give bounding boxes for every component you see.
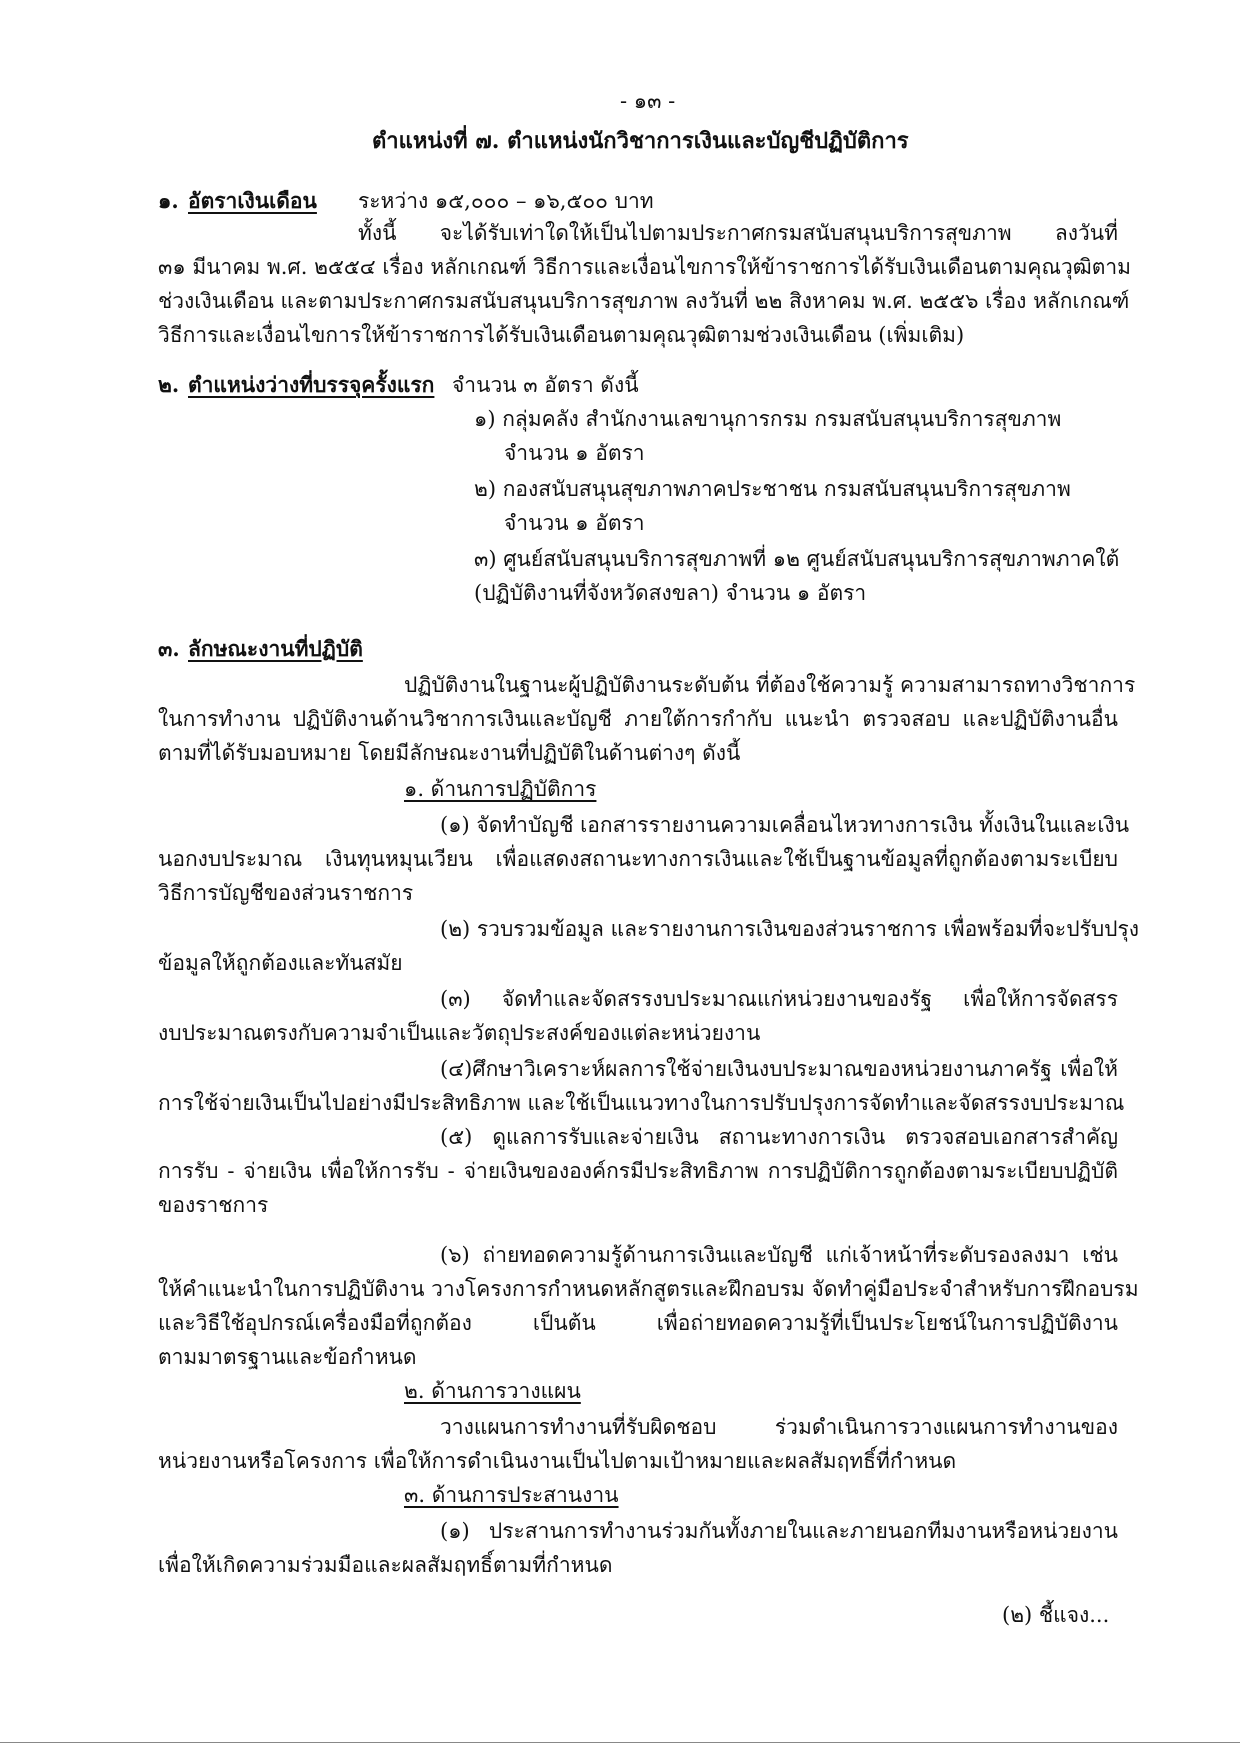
section-1-para-line: ๓๑ มีนาคม พ.ศ. ๒๕๕๔ เรื่อง หลักเกณฑ์ วิธีการและเงื่อนไขการให้ข้าราชการได้รับเงินเดือนตามคุณวุฒิตาม (158, 255, 1131, 279)
vacancy-count: จำนวน ๓ อัตรา ดังนี้ (452, 373, 639, 397)
salary-range: ระหว่าง ๑๕,๐๐๐ – ๑๖,๕๐๐ บาท (358, 189, 654, 213)
subsection-planning-heading: ๒. ด้านการวางแผน (404, 1379, 581, 1403)
duty-line: ตามมาตรฐานและข้อกำหนด (158, 1345, 417, 1369)
vacancy-item-count: จำนวน ๑ อัตรา (504, 511, 645, 535)
duty-line: งบประมาณตรงกับความจำเป็นและวัตถุประสงค์ของแต่ละหน่วยงาน (158, 1021, 761, 1045)
duty-line: การรับ - จ่ายเงิน เพื่อให้การรับ - จ่ายเงินขององค์กรมีประสิทธิภาพ การปฏิบัติการถูกต้องตามระเบียบปฏิบัติ (158, 1159, 1118, 1183)
section-3-intro-line: ตามที่ได้รับมอบหมาย โดยมีลักษณะงานที่ปฏิบัติในด้านต่างๆ ดังนี้ (158, 741, 741, 765)
duty-line: (๒) รวบรวมข้อมูล และรายงานการเงินของส่วนราชการ เพื่อพร้อมที่จะปรับปรุง (440, 917, 1140, 941)
vacancy-item: ๓) ศูนย์สนับสนุนบริการสุขภาพที่ ๑๒ ศูนย์สนับสนุนบริการสุขภาพภาคใต้ (474, 547, 1120, 571)
coordination-line: เพื่อให้เกิดความร่วมมือและผลสัมฤทธิ์ตามที่กำหนด (158, 1553, 613, 1577)
duty-line: ให้คำแนะนำในการปฏิบัติงาน วางโครงการกำหนดหลักสูตรและฝึกอบรม จัดทำคู่มือประจำสำหรับการฝึกอบรม (158, 1277, 1139, 1301)
continuation-text: (๒) ชี้แจง... (1002, 1603, 1110, 1627)
section-3-intro-line: ปฏิบัติงานในฐานะผู้ปฏิบัติงานระดับต้น ที่ต้องใช้ความรู้ ความสามารถทางวิชาการ (404, 673, 1136, 697)
duty-line: (๖) ถ่ายทอดความรู้ด้านการเงินและบัญชี แก่เจ้าหน้าที่ระดับรองลงมา เช่น (440, 1243, 1118, 1267)
section-1-heading: อัตราเงินเดือน (188, 188, 317, 213)
subsection-operations-heading: ๑. ด้านการปฏิบัติการ (404, 777, 597, 801)
bottom-edge-rule (0, 1742, 1240, 1743)
duty-line: (๓) จัดทำและจัดสรรงบประมาณแก่หน่วยงานของรัฐ เพื่อให้การจัดสรร (440, 987, 1118, 1011)
vacancy-item-location: (ปฏิบัติงานที่จังหวัดสงขลา) จำนวน ๑ อัตรา (474, 581, 867, 605)
vacancy-item-count: จำนวน ๑ อัตรา (504, 441, 645, 465)
duty-line: และวิธีใช้อุปกรณ์เครื่องมือที่ถูกต้อง เป็นต้น เพื่อถ่ายทอดความรู้ที่เป็นประโยชน์ในการปฏิบัติงาน (158, 1311, 1118, 1335)
duty-line: วิธีการบัญชีของส่วนราชการ (158, 881, 414, 905)
planning-line: วางแผนการทำงานที่รับผิดชอบ ร่วมดำเนินการวางแผนการทำงานของ (440, 1415, 1118, 1439)
page-title: ตำแหน่งที่ ๗. ตำแหน่งนักวิชาการเงินและบัญชีปฏิบัติการ (372, 128, 909, 154)
section-3-number: ๓. (158, 636, 180, 661)
duty-line: นอกงบประมาณ เงินทุนหมุนเวียน เพื่อแสดงสถานะทางการเงินและใช้เป็นฐานข้อมูลที่ถูกต้องตามระเบียบ (158, 847, 1118, 871)
section-1-para-line: วิธีการและเงื่อนไขการให้ข้าราชการได้รับเงินเดือนตามคุณวุฒิตามช่วงเงินเดือน (เพิ่มเติม) (158, 323, 965, 347)
section-1-para-line: ช่วงเงินเดือน และตามประกาศกรมสนับสนุนบริการสุขภาพ ลงวันที่ ๒๒ สิงหาคม พ.ศ. ๒๕๕๖ เรื่อง หลักเกณฑ์ (158, 289, 1130, 313)
duty-line: การใช้จ่ายเงินเป็นไปอย่างมีประสิทธิภาพ และใช้เป็นแนวทางในการปรับปรุงการจัดทำและจัดสรรงบประมาณ (158, 1091, 1125, 1115)
vacancy-item: ๑) กลุ่มคลัง สำนักงานเลขานุการกรม กรมสนับสนุนบริการสุขภาพ (474, 407, 1062, 431)
duty-line: (๔)ศึกษาวิเคราะห์ผลการใช้จ่ายเงินงบประมาณของหน่วยงานภาครัฐ เพื่อให้ (440, 1057, 1118, 1081)
section-2-heading: ตำแหน่งว่างที่บรรจุครั้งแรก (188, 372, 435, 397)
duty-line: ข้อมูลให้ถูกต้องและทันสมัย (158, 951, 403, 975)
duty-line: (๑) จัดทำบัญชี เอกสารรายงานความเคลื่อนไหวทางการเงิน ทั้งเงินในและเงิน (440, 813, 1130, 837)
planning-line: หน่วยงานหรือโครงการ เพื่อให้การดำเนินงานเป็นไปตามเป้าหมายและผลสัมฤทธิ์ที่กำหนด (158, 1449, 957, 1473)
duty-line: ของราชการ (158, 1193, 269, 1217)
duty-line: (๕) ดูแลการรับและจ่ายเงิน สถานะทางการเงิน ตรวจสอบเอกสารสำคัญ (440, 1125, 1118, 1149)
section-1-para-line: ทั้งนี้ จะได้รับเท่าใดให้เป็นไปตามประกาศกรมสนับสนุนบริการสุขภาพ ลงวันที่ (358, 221, 1118, 245)
section-3-intro-line: ในการทำงาน ปฏิบัติงานด้านวิชาการเงินและบัญชี ภายใต้การกำกับ แนะนำ ตรวจสอบ และปฏิบัติงานอื่น (158, 707, 1118, 731)
coordination-line: (๑) ประสานการทำงานร่วมกันทั้งภายในและภายนอกทีมงานหรือหน่วยงาน (440, 1519, 1118, 1543)
section-1-number: ๑. (158, 188, 179, 213)
section-2-number: ๒. (158, 372, 180, 397)
subsection-coordination-heading: ๓. ด้านการประสานงาน (404, 1483, 619, 1507)
section-3-heading: ลักษณะงานที่ปฏิบัติ (188, 636, 363, 661)
vacancy-item: ๒) กองสนับสนุนสุขภาพภาคประชาชน กรมสนับสนุนบริการสุขภาพ (474, 477, 1071, 501)
page-number: - ๑๓ - (620, 89, 676, 113)
